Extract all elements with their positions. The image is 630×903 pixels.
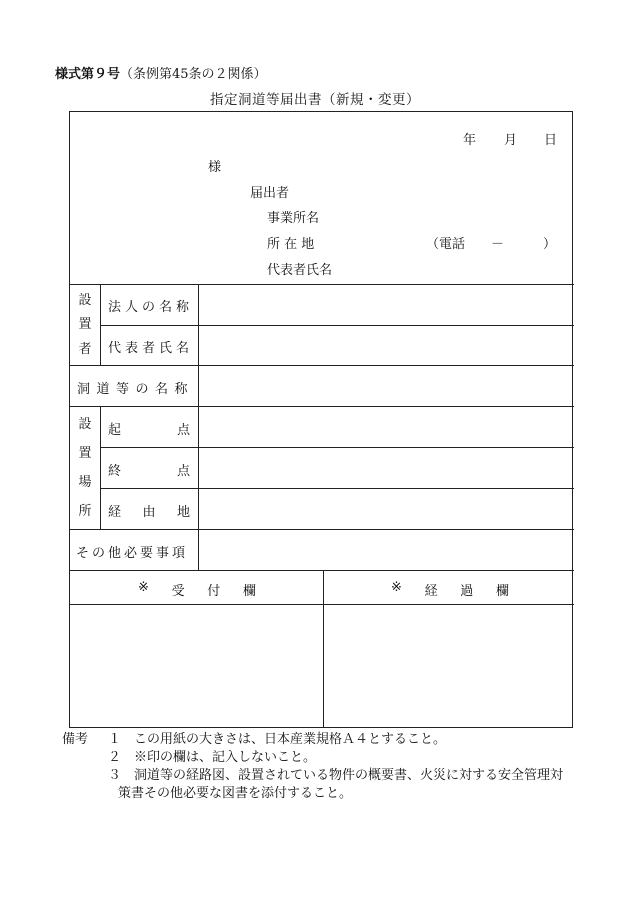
addressee-suffix: 様: [208, 160, 222, 175]
tunnel-name-label: 洞道等の名称: [77, 382, 195, 397]
corporate-name-label: 法人の名称: [108, 300, 194, 315]
note-number: ２: [108, 750, 122, 765]
start-point-label: 起 点: [108, 423, 190, 438]
applicant-label: 届出者: [250, 186, 290, 201]
note-text: ※印の欄は、記入しないこと。: [134, 750, 317, 765]
page-title: 指定洞道等届出書（新規・変更）: [210, 92, 420, 108]
address-label: 所 在 地: [267, 237, 315, 252]
form-heading: [55, 63, 267, 82]
month-label: 月: [504, 133, 518, 148]
installer-rep-name-label: 代表者氏名: [108, 341, 194, 356]
form-number: 様式第９号: [55, 67, 121, 82]
via-point-label: 経 由 地: [108, 505, 190, 520]
phone-label: （電話 － ）: [426, 237, 557, 252]
notes-section: [62, 731, 592, 803]
note-text: 洞道等の経路図、設置されている物件の概要書、火災に対する安全管理対: [134, 768, 564, 783]
note-text: この用紙の大きさは、日本産業規格Ａ４とすること。: [134, 732, 447, 747]
notes-label: 備考: [62, 732, 89, 747]
note-number: １: [108, 732, 122, 747]
other-items-label: その他必要事項: [76, 546, 189, 561]
note-text-continuation: 策書その他必要な図書を添付すること。: [118, 786, 353, 801]
form-basis: （条例第45条の２関係）: [120, 67, 267, 82]
progress-column-header: ※ 経 過 欄: [391, 580, 509, 599]
installer-group-label: 設 置 者: [78, 292, 92, 358]
representative-label: 代表者氏名: [267, 263, 333, 278]
end-point-label: 終 点: [108, 464, 190, 479]
reception-column-header: ※ 受 付 欄: [138, 580, 256, 599]
note-number: ３: [108, 768, 122, 783]
day-label: 日: [544, 133, 558, 148]
office-name-label: 事業所名: [267, 211, 320, 226]
location-group-label: 設 置 場 所: [78, 417, 92, 519]
year-label: 年: [463, 133, 477, 148]
form-table: [69, 111, 573, 728]
